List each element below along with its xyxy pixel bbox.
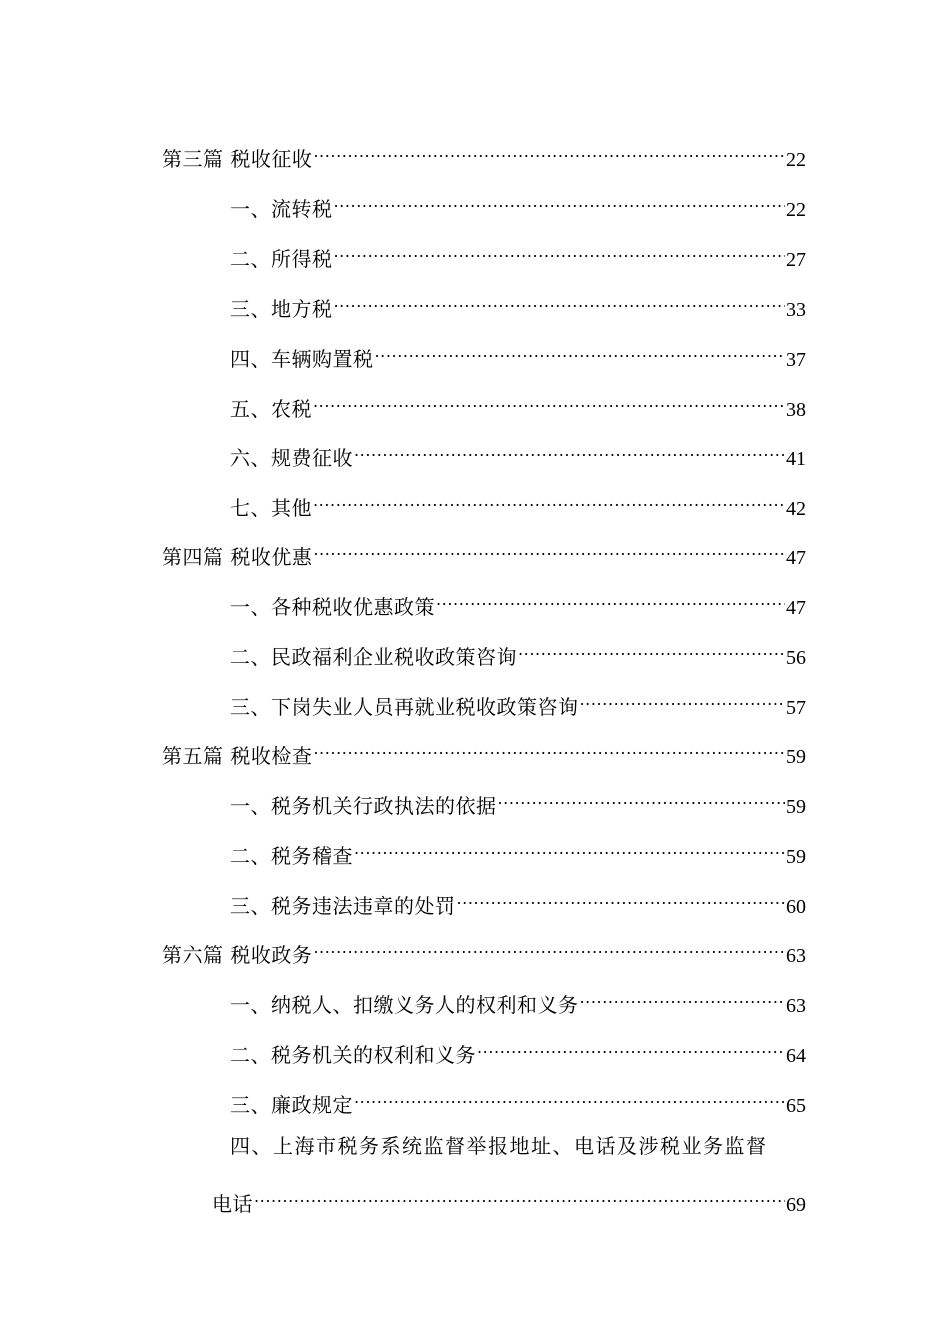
dot-leader [580,684,786,714]
toc-entry[interactable] [230,684,806,719]
toc-entry-title: 第三篇 税收征收 [162,147,313,171]
dot-leader [477,1032,785,1062]
toc-entry-title: 三、地方税 [230,297,333,321]
toc-entry-page: 57 [786,697,806,719]
toc-entry-title-line1[interactable]: 四、上海市税务系统监督举报地址、电话及涉税业务监督 [230,1134,768,1158]
toc-entry-title-line2: 电话 [212,1192,253,1216]
toc-entry-title: 一、各种税收优惠政策 [230,595,435,619]
dot-leader [580,982,786,1012]
toc-entry-page: 69 [786,1194,806,1216]
toc-entry-page: 59 [786,746,806,768]
toc-entry-title: 第四篇 税收优惠 [162,545,313,569]
toc-entry-page: 65 [786,1095,806,1117]
toc-entry[interactable] [230,883,806,918]
toc-entry-page: 22 [786,199,806,221]
toc-entry[interactable] [230,783,806,818]
toc-entry-title: 一、税务机关行政执法的依据 [230,794,497,818]
dot-leader [354,1082,785,1112]
toc-entry[interactable] [230,634,806,669]
toc-entry-page: 41 [786,448,806,470]
dot-leader [254,1181,785,1211]
toc-entry-title: 三、税务违法违章的处罚 [230,894,456,918]
toc-entry[interactable] [212,1181,806,1216]
toc-entry-title: 三、下岗失业人员再就业税收政策咨询 [230,695,579,719]
toc-entry-title: 二、税务机关的权利和义务 [230,1043,476,1067]
toc-entry-title: 三、廉政规定 [230,1093,353,1117]
toc-entry-title: 一、流转税 [230,197,333,221]
toc-entry-part-5[interactable] [162,733,806,768]
dot-leader [313,733,785,763]
dot-leader [354,833,785,863]
toc-entry-page: 56 [786,647,806,669]
toc-entry-part-3[interactable] [162,136,806,171]
toc-entry[interactable] [230,286,806,321]
toc-entry-page: 59 [786,846,806,868]
toc-entry-page: 37 [786,349,806,371]
toc-entry-title: 六、规费征收 [230,446,353,470]
toc-entry[interactable] [230,336,806,371]
dot-leader [313,136,785,166]
toc-entry-title: 二、税务稽查 [230,844,353,868]
dot-leader [313,485,785,515]
toc-entry-page: 38 [786,399,806,421]
toc-entry-page: 27 [786,249,806,271]
toc-entry-page: 64 [786,1045,806,1067]
dot-leader [436,584,785,614]
toc-entry[interactable] [230,584,806,619]
toc-entry[interactable] [230,1032,806,1067]
toc-entry[interactable] [230,1082,806,1117]
toc-entry-page: 47 [786,547,806,569]
toc-entry[interactable] [230,982,806,1017]
toc-entry-page: 59 [786,796,806,818]
toc-entry-part-4[interactable] [162,534,806,569]
dot-leader [354,435,785,465]
toc-entry-title: 一、纳税人、扣缴义务人的权利和义务 [230,993,579,1017]
toc-entry-page: 60 [786,896,806,918]
dot-leader [334,186,786,216]
toc-entry-title: 四、车辆购置税 [230,347,374,371]
toc-entry-title: 七、其他 [230,496,312,520]
toc-entry-page: 42 [786,498,806,520]
toc-entry-page: 63 [786,945,806,967]
toc-entry[interactable] [230,435,806,470]
dot-leader [518,634,785,664]
toc-entry[interactable] [230,236,806,271]
toc-entry-title: 第六篇 税收政务 [162,943,313,967]
toc-entry-title: 二、民政福利企业税收政策咨询 [230,645,517,669]
toc-entry-page: 63 [786,995,806,1017]
dot-leader [313,534,785,564]
toc-entry-page: 22 [786,149,806,171]
dot-leader [498,783,786,813]
toc-entry-title: 二、所得税 [230,247,333,271]
toc-entry-page: 33 [786,299,806,321]
toc-entry-page: 47 [786,597,806,619]
toc-entry-title: 第五篇 税收检查 [162,744,313,768]
toc-entry[interactable] [230,833,806,868]
toc-entry[interactable] [230,186,806,221]
dot-leader [375,336,786,366]
toc-entry-part-6[interactable] [162,932,806,967]
dot-leader [313,386,785,416]
toc-entry-title: 五、农税 [230,397,312,421]
dot-leader [334,236,786,266]
toc-entry[interactable] [230,386,806,421]
dot-leader [313,932,785,962]
dot-leader [457,883,786,913]
dot-leader [334,286,786,316]
toc-entry[interactable] [230,485,806,520]
